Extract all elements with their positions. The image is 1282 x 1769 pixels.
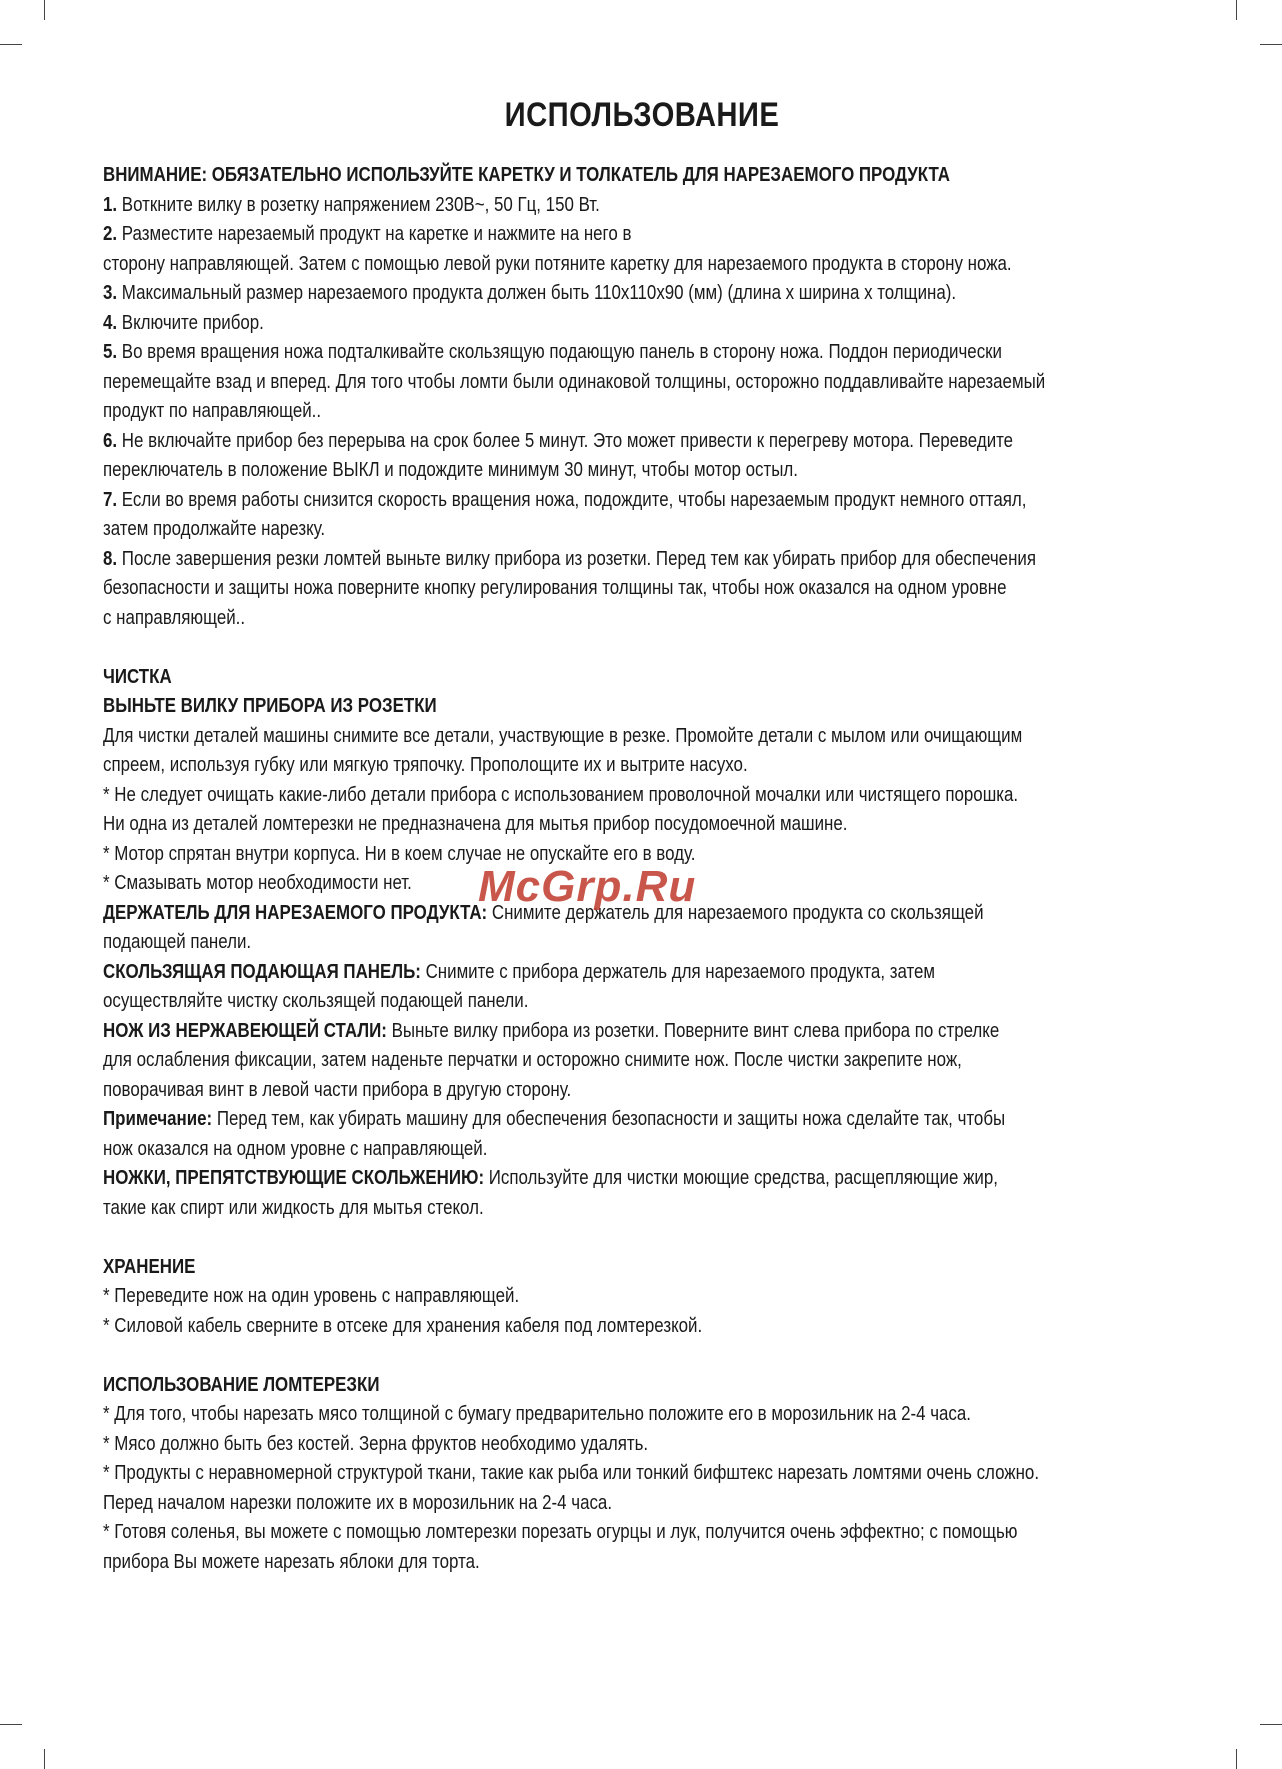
line-text: затем продолжайте нарезку. (103, 518, 326, 540)
text-line-h_store (103, 1253, 1181, 1283)
crop-mark (1236, 0, 1237, 20)
text-line-d3b (103, 1046, 1181, 1076)
crop-mark (44, 1749, 45, 1769)
bold-label: ВНИМАНИЕ: ОБЯЗАТЕЛЬНО ИСПОЛЬЗУЙТЕ КАРЕТКУ И ТОЛКАТЕЛЬ ДЛЯ НАРЕЗАЕМОГО ПРОДУКТА (103, 164, 950, 186)
line-text: Снимите с прибора держатель для нарезаемого продукта, затем (420, 960, 936, 983)
line-text: Выньте вилку прибора из розетки. Поверните винт слева прибора по стрелке (386, 1019, 1000, 1042)
text-line-s6a (103, 427, 1181, 457)
bold-label: ЧИСТКА (103, 665, 172, 688)
bold-label: ВЫНЬТЕ ВИЛКУ ПРИБОРА ИЗ РОЗЕТКИ (103, 695, 437, 717)
line-text: спреем, используя губку или мягкую тряпочку. Прополощите их и вытрите насухо. (103, 754, 748, 776)
text-line-c2a (103, 781, 1181, 811)
paragraph-gap (103, 1223, 1181, 1253)
page-title: ИСПОЛЬЗОВАНИЕ (504, 96, 780, 134)
text-line-s2a (103, 220, 1181, 250)
bold-label: 2. (103, 223, 118, 245)
line-text: Перед началом нарезки положите их в морозильник на 2-4 часа. (103, 1491, 613, 1514)
text-line-u1 (103, 1400, 1181, 1430)
text-line-d2b (103, 987, 1181, 1017)
text-line-c1b (103, 751, 1181, 781)
line-text: * Мотор спрятан внутри корпуса. Ни в коем случае не опускайте его в воду. (103, 842, 696, 865)
line-text: Ни одна из деталей ломтерезки не предназначена для мытья прибор посудомоечной машине. (103, 813, 848, 835)
text-line-u3b (103, 1489, 1181, 1519)
line-text: Перед тем, как убирать машину для обеспечения безопасности и защиты ножа сделайте так, чтобы (212, 1108, 1006, 1130)
text-line-u2 (103, 1430, 1181, 1460)
line-text: После завершения резки ломтей выньте вилку прибора из розетки. Перед тем как убирать прибор для обеспечения (117, 547, 1036, 570)
line-text: нож оказался на одном уровне с направляющей. (103, 1137, 488, 1160)
crop-mark (1260, 1724, 1282, 1725)
text-line-d4a (103, 1105, 1181, 1135)
bold-label: ДЕРЖАТЕЛЬ ДЛЯ НАРЕЗАЕМОГО ПРОДУКТА: (103, 901, 488, 924)
bold-label: 5. (103, 341, 118, 363)
line-text: перемещайте взад и вперед. Для того чтобы ломти были одинаковой толщины, осторожно поддавливайте нарезаемый (103, 370, 1046, 393)
text-line-d2a (103, 958, 1181, 988)
line-text: с направляющей.. (103, 606, 246, 629)
crop-mark (1260, 44, 1282, 45)
text-line-h_use (103, 1371, 1181, 1401)
text-line-s7a (103, 486, 1181, 516)
crop-mark (0, 1724, 22, 1725)
text-line-d3a (103, 1017, 1181, 1047)
bold-label: 3. (103, 282, 118, 304)
text-line-u4b (103, 1548, 1181, 1578)
bold-label: 6. (103, 429, 118, 452)
line-text: Во время вращения ножа подталкивайте скользящую подающую панель в сторону ножа. Поддон периодически (117, 341, 1002, 363)
paragraph-gap (103, 1341, 1181, 1371)
text-line-s4 (103, 309, 1181, 339)
text-line-s3 (103, 279, 1181, 309)
crop-mark (44, 0, 45, 20)
line-text: для ослабления фиксации, затем наденьте перчатки и осторожно снимите нож. После чистки закрепите нож, (103, 1049, 962, 1071)
line-text: Включите прибор. (117, 311, 264, 334)
text-line-s7b (103, 515, 1181, 545)
text-line-h_unplug (103, 692, 1181, 722)
text-line-d3c (103, 1076, 1181, 1106)
line-text: * Продукты с неравномерной структурой ткани, такие как рыба или тонкий бифштекс нарезать ломтями очень сложно. (103, 1462, 1040, 1484)
line-text: * Смазывать мотор необходимости нет. (103, 872, 412, 894)
bold-label: НОЖ ИЗ НЕРЖАВЕЮЩЕЙ СТАЛИ: (103, 1019, 387, 1042)
line-text: Максимальный размер нарезаемого продукта должен быть 110x110x90 (мм) (длина x ширина x толщина). (117, 282, 957, 304)
watermark: McGrp.Ru (478, 862, 697, 911)
text-line-s5b (103, 368, 1181, 398)
text-line-d1b (103, 928, 1181, 958)
line-text: поворачивая винт в левой части прибора в другую сторону. (103, 1078, 572, 1101)
text-line-d5a (103, 1164, 1181, 1194)
text-line-s2b (103, 250, 1181, 280)
line-text: осуществляйте чистку скользящей подающей панели. (103, 990, 529, 1012)
bold-label: 7. (103, 488, 118, 511)
text-line-s6b (103, 456, 1181, 486)
crop-mark (1236, 1749, 1237, 1769)
text-line-warn (103, 161, 1181, 191)
line-text: Если во время работы снизится скорость вращения ножа, подождите, чтобы нарезаемым продукт немного оттаял, (117, 488, 1027, 511)
bold-label: 8. (103, 547, 118, 570)
text-line-u3a (103, 1459, 1181, 1489)
line-text: подающей панели. (103, 931, 252, 953)
text-line-s8c (103, 604, 1181, 634)
bold-label: СКОЛЬЗЯЩАЯ ПОДАЮЩАЯ ПАНЕЛЬ: (103, 960, 421, 983)
paragraph-gap (103, 633, 1181, 663)
line-text: Используйте для чистки моющие средства, расщепляющие жир, (484, 1167, 998, 1189)
line-text: такие как спирт или жидкость для мытья стекол. (103, 1196, 484, 1219)
line-text: * Для того, чтобы нарезать мясо толщиной с бумагу предварительно положите его в морозильник на 2-4 часа. (103, 1403, 971, 1425)
text-line-st2 (103, 1312, 1181, 1342)
line-text: Снимите держатель для нарезаемого продукта со скользящей (487, 901, 984, 924)
line-text: Не включайте прибор без перерыва на срок более 5 минут. Это может привести к перегреву мотора. Переведите (117, 429, 1014, 452)
text-line-h_clean (103, 663, 1181, 693)
line-text: * Не следует очищать какие-либо детали прибора с использованием проволочной мочалки или чистящего порошка. (103, 783, 1019, 806)
line-text: Для чистки деталей машины снимите все детали, участвующие в резке. Промойте детали с мылом или очищающим (103, 724, 1023, 747)
document-page (103, 96, 1181, 1577)
line-text: безопасности и защиты ножа поверните кнопку регулирования толщины так, чтобы нож оказался на одном уровне (103, 577, 1007, 599)
line-text: * Готовя соленья, вы можете с помощью ломтерезки порезать огурцы и лук, получится очень эффектно; с помощью (103, 1521, 1018, 1543)
line-text: Воткните вилку в розетку напряжением 230В~, 50 Гц, 150 Вт. (117, 193, 600, 216)
line-text: Разместите нарезаемый продукт на каретке и нажмите на него в (117, 223, 632, 245)
text-line-st1 (103, 1282, 1181, 1312)
line-text: продукт по направляющей.. (103, 400, 322, 422)
text-line-s5a (103, 338, 1181, 368)
bold-label: НОЖКИ, ПРЕПЯТСТВУЮЩИЕ СКОЛЬЖЕНИЮ: (103, 1167, 485, 1189)
text-line-s8b (103, 574, 1181, 604)
text-line-c1a (103, 722, 1181, 752)
bold-label: 1. (103, 193, 118, 216)
text-line-c2b (103, 810, 1181, 840)
line-text: * Переведите нож на один уровень с направляющей. (103, 1285, 520, 1307)
text-line-d5b (103, 1194, 1181, 1224)
bold-label: ХРАНЕНИЕ (103, 1255, 196, 1278)
line-text: сторону направляющей. Затем с помощью левой руки потяните каретку для нарезаемого продукта в сторону ножа. (103, 252, 1012, 275)
line-text: переключатель в положение ВЫКЛ и подождите минимум 30 минут, чтобы мотор остыл. (103, 459, 798, 481)
text-line-s1 (103, 191, 1181, 221)
line-text: * Силовой кабель сверните в отсеке для хранения кабеля под ломтерезкой. (103, 1314, 703, 1337)
bold-label: Примечание: (103, 1108, 213, 1130)
line-text: прибора Вы можете нарезать яблоки для торта. (103, 1550, 480, 1573)
line-text: * Мясо должно быть без костей. Зерна фруктов необходимо удалять. (103, 1432, 649, 1455)
text-line-d4b (103, 1135, 1181, 1165)
text-line-s5c (103, 397, 1181, 427)
text-line-s8a (103, 545, 1181, 575)
crop-mark (0, 44, 22, 45)
bold-label: 4. (103, 311, 118, 334)
bold-label: ИСПОЛЬЗОВАНИЕ ЛОМТЕРЕЗКИ (103, 1373, 380, 1396)
text-line-u4a (103, 1518, 1181, 1548)
